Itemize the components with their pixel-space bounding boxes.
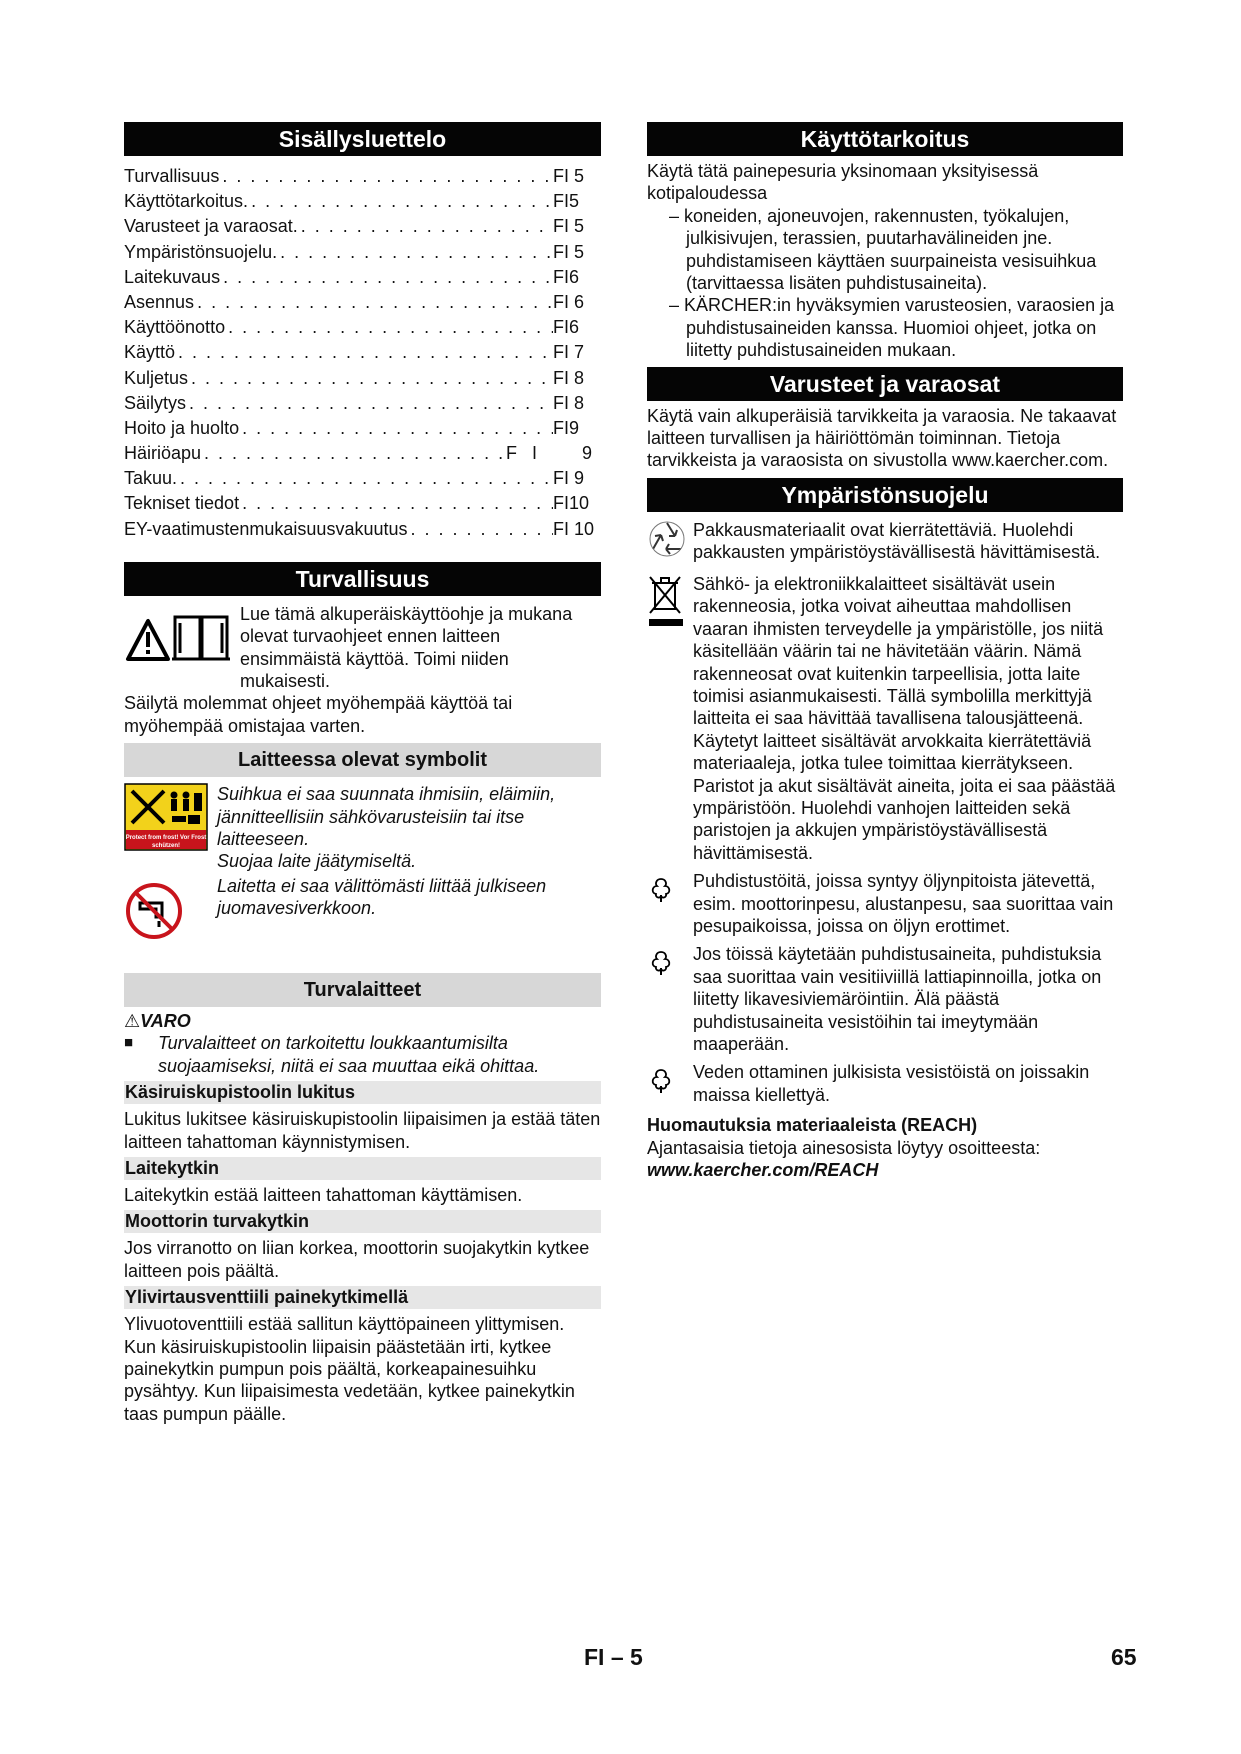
toc-label: EY-vaatimustenmukaisuusvakuutus [124,518,408,539]
toc-leader-dots [239,491,553,516]
left-column [124,122,601,1425]
toc-leader-dots [186,391,553,416]
toc-row[interactable] [124,189,601,214]
warning-bullet [124,1032,601,1077]
warning-text: Turvalaitteet on tarkoitettu loukkaantumisilta suojaamiseksi, niitä ei saa muuttaa eikä ohittaa. [158,1033,540,1076]
safety-intro [124,603,601,693]
packaging-text: Pakkausmateriaalit ovat kierrätettäviä. Huolehdi pakkausten ympäristöystävällisestä hävittämisestä. [693,519,1101,563]
toc-label: Turvallisuus [124,166,220,186]
toc-page: FI6 [553,266,580,287]
toc-row[interactable] [124,240,601,265]
toc-row[interactable] [124,340,601,365]
toc-list [124,164,601,542]
toc-page: F I 9 [506,443,593,464]
toc-row[interactable] [124,441,601,466]
toc-leader-dots [188,366,553,391]
oil-text: Puhdistustöitä, joissa syntyy öljynpitoista jätevettä, esim. moottorinpesu, alustanpesu, saa suorittaa vain pesupaikoissa, joissa on öljyn erottimet. [693,871,1114,936]
toc-leader-dots [277,240,553,265]
toc-page: FI 8 [553,367,585,388]
purpose-item-2: – KÄRCHER:in hyväksymien varusteosien, varaosien ja puhdistusaineiden kanssa. Huomioi ohjeet, jotka on liitetty puhdistusaineiden mukaan. [669,295,1115,361]
right-column [647,122,1123,1181]
toc-row[interactable] [124,265,601,290]
toc-label: Hoito ja huolto [124,417,240,438]
environment-heading: Ympäristönsuojelu [647,478,1123,512]
footer-page-number: 65 [1111,1644,1137,1670]
toc-page: FI5 [553,191,580,212]
toc-row[interactable] [124,391,601,416]
toc-row[interactable] [124,214,601,239]
toc-page: FI 8 [553,392,585,413]
toc-page: FI10 [553,493,590,514]
symbol-water-text: Laitetta ei saa välittömästi liittää julkiseen juomavesiverkkoon. [217,875,547,919]
toc-leader-dots [298,214,553,239]
toc-leader-dots [407,517,553,542]
toc-row[interactable] [124,290,601,315]
toc-page: FI 7 [553,342,585,363]
frost-label: Protect from frost! Vor Frost schützen! [125,835,207,850]
weee-text-2: Käytetyt laitteet sisältävät arvokkaita kierrätettäviä materiaaleja, jotka tulee toimittaa kierrätykseen. Paristot ja akut sisältävät aineita, joita ei saa päästää ympäristöön. Huolehdi vanhojen laitteiden sekä paristojen ja akkujen ympäristöystävällisestä hävittämisestä. [693,730,1116,863]
toc-leader-dots [219,164,553,189]
recycle-icon [647,519,693,564]
toc-label: Asennus [124,291,195,312]
warning-manual-icon [124,603,237,673]
toc-label: Laitekuvaus [124,266,221,287]
water-row [647,1061,1123,1106]
toc-page: FI 5 [553,166,585,186]
symbol-spray-text: Suihkua ei saa suunnata ihmisiin, eläimiin, jännitteellisiin sähkövarusteisiin tai itse laitteeseen. [217,784,556,850]
environment-tree-icon [647,943,693,982]
toc-leader-dots [177,466,553,491]
accessories-heading: Varusteet ja varaosat [647,367,1123,401]
toc-leader-dots [220,265,553,290]
toc-label: Kuljetus [124,367,189,388]
toc-page: FI 6 [553,291,585,312]
toc-label: Varusteet ja varaosat. [124,216,298,237]
toc-page: FI6 [553,317,580,338]
toc-label: Häiriöapu [124,443,202,464]
toc-label: Tekniset tiedot [124,493,240,514]
toc-label: Säilytys [124,392,187,413]
detergent-text: Jos töissä käytetään puhdistusaineita, puhdistuksia saa suorittaa vain vesitiiviillä lattiapinnoilla, jotka on liitetty likavesiviemäröintiin. Älä päästä puhdistusaineita vesistöihin tai imeytymään maaperään. [693,944,1102,1054]
toc-row[interactable] [124,164,601,189]
safety-intro-rest: Säilytä molemmat ohjeet myöhempää käyttöä tai myöhempää omistajaa varten. [124,693,513,736]
toc-page: FI9 [553,417,580,438]
environment-tree-icon [647,870,693,909]
toc-leader-dots [194,290,553,315]
reach-text: Ajantasaisia tietoja ainesosista löytyy osoitteesta: [647,1137,1041,1158]
weee-text-1: Sähkö- ja elektroniikkalaitteet sisältävät usein rakenneosia, jotka voivat aiheuttaa mahdollisen vaaran ihmisten terveydelle ja ympäristölle, jos niitä käsitellään väärin tai ne hävitetään väärin. Nämä rakenneosat ovat kuitenkin tarpeellisia, jotta laite toimisi asianmukaisesti. Tällä symbolilla merkittyjä laitteita ei saa hävittää tavallisena talousjätteenä. [693,573,1104,729]
toc-label: Takuu. [124,468,178,489]
toc-page: FI 5 [553,216,585,237]
toc-row[interactable] [124,466,601,491]
valve-text: Ylivuotoventtiili estää sallitun käyttöpaineen ylittymisen. Kun käsiruiskupistoolin liipaisin päästetään irti, kytkee painekytkin pumpun pois päältä, korkeapainesuihku pysähtyy. Kun liipaisimesta vedetään, kytkee painekytkin taas pumpun päälle. [124,1314,575,1424]
toc-label: Käyttötarkoitus. [124,191,249,212]
toc-leader-dots [225,315,553,340]
purpose-intro: Käytä tätä painepesuria yksinomaan yksityisessä kotipaloudessa [647,161,1039,204]
symbol-water-row [124,875,601,946]
accessories-text: Käytä vain alkuperäisiä tarvikkeita ja varaosia. Ne takaavat laitteen turvallisen ja häiriöttömän toiminnan. Tietoja tarvikkeista ja varaosista on sivustolla www.kaercher.com. [647,405,1117,471]
safety-intro-text: Lue tämä alkuperäiskäyttöohje ja mukana olevat turvaohjeet ennen laitteen ensimmäistä käyttöä. Toimi niiden mukaisesti. [240,603,573,692]
toc-label: Ympäristönsuojelu. [124,241,278,262]
detergent-row [647,943,1123,1055]
toc-row[interactable] [124,491,601,516]
motor-text: Jos virranotto on liian korkea, moottorin suojakytkin kytkee laitteen pois päältä. [124,1238,590,1281]
warning-label: VARO [140,1010,191,1031]
reach-link[interactable]: www.kaercher.com/REACH [647,1160,879,1181]
toc-leader-dots [248,189,553,214]
toc-page: FI 10 [553,518,595,539]
square-bullet-icon: ■ [124,1034,134,1052]
water-text: Veden ottaminen julkisista vesistöistä on joissakin maissa kiellettyä. [693,1062,1090,1105]
lock-text: Lukitus lukitsee käsiruiskupistoolin liipaisimen ja estää täten laitteen tahattoman käynnistymisen. [124,1109,601,1152]
toc-leader-dots [175,340,553,365]
no-drinking-water-icon [124,875,217,946]
footer-section-page: FI – 5 [584,1644,643,1670]
weee-row [647,573,1123,864]
safety-heading: Turvallisuus [124,562,601,596]
toc-page: FI 5 [553,241,585,262]
packaging-row [647,519,1123,564]
environment-tree-icon [647,1061,693,1100]
motor-heading: Moottorin turvakytkin [124,1210,601,1233]
toc-row[interactable] [124,517,601,542]
toc-label: Käyttöönotto [124,317,226,338]
switch-text: Laitekytkin estää laitteen tahattoman käyttämisen. [124,1184,523,1205]
symbols-heading: Laitteessa olevat symbolit [124,743,601,777]
toc-row[interactable] [124,315,601,340]
valve-heading: Ylivirtausventtiili painekytkimellä [124,1286,601,1309]
toc-row[interactable] [124,416,601,441]
toc-leader-dots [201,441,506,466]
devices-heading: Turvalaitteet [124,973,601,1007]
symbol-frost-text: Suojaa laite jäätymiseltä. [217,851,417,872]
symbol-frost-row [124,783,601,873]
crossed-bin-icon [647,573,693,640]
reach-heading: Huomautuksia materiaaleista (REACH) [647,1115,978,1136]
warning-line [124,1010,601,1032]
toc-leader-dots [239,416,553,441]
oil-row [647,870,1123,937]
toc-row[interactable] [124,366,601,391]
switch-heading: Laitekytkin [124,1157,601,1180]
lock-heading: Käsiruiskupistoolin lukitus [124,1081,601,1104]
purpose-item-1: – koneiden, ajoneuvojen, rakennusten, työkalujen, julkisivujen, terassien, puutarhavälineiden jne. puhdistamiseen käyttäen suurpaineista vesisuihkua (tarvittaessa lisäten puhdistusaineita). [669,205,1097,294]
purpose-heading: Käyttötarkoitus [647,122,1123,156]
warning-triangle-icon: ⚠ [124,1010,141,1031]
toc-label: Käyttö [124,342,176,363]
toc-heading: Sisällysluettelo [124,122,601,156]
toc-page: FI 9 [553,468,585,489]
no-spray-frost-icon [124,783,217,850]
